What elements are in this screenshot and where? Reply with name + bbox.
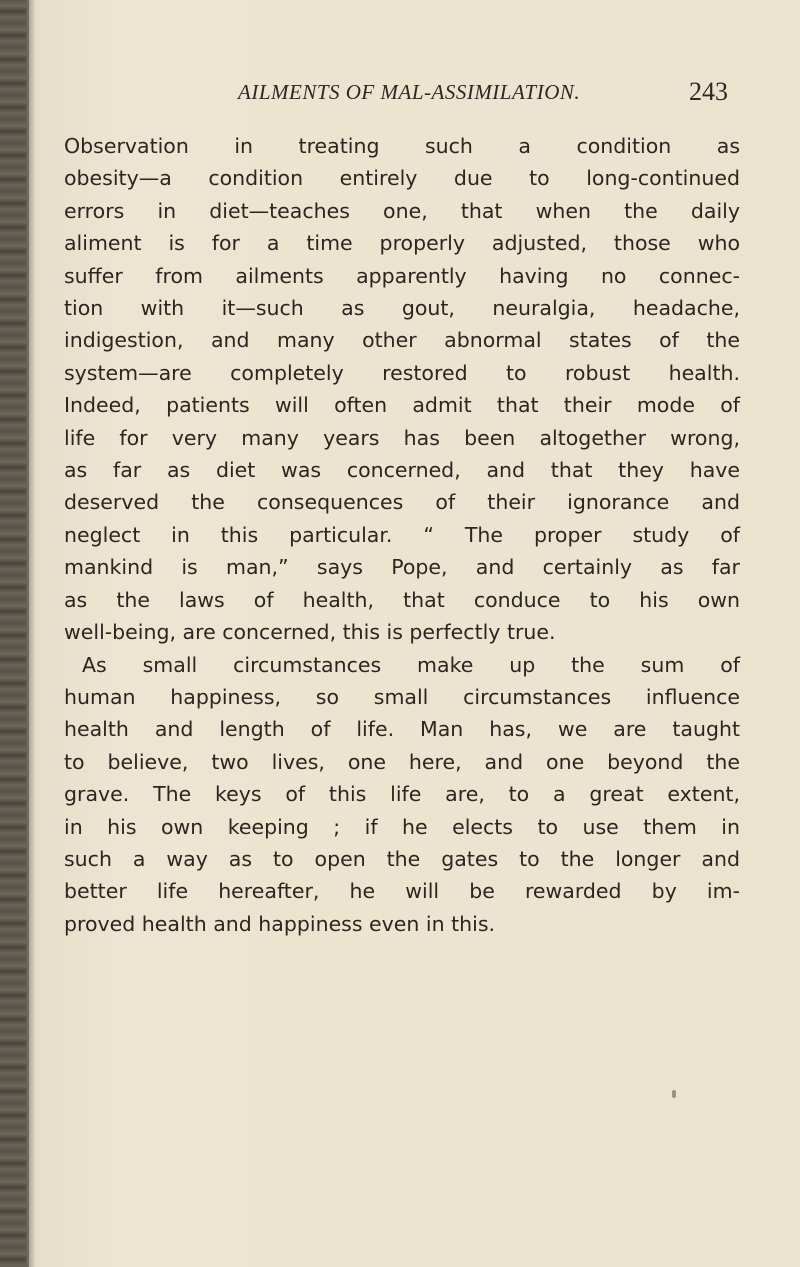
text-line: system—are completely restored to robust health. [64, 360, 740, 385]
page-number: 243 [689, 77, 728, 106]
book-spine-edge [0, 0, 29, 1267]
text-line: As small circumstances make up the sum of [82, 652, 740, 677]
paragraph-2 [64, 649, 740, 941]
text-line: well-being, are concerned, this is perfectly true. [64, 620, 556, 645]
text-line: Observation in treating such a condition as [64, 134, 740, 158]
text-line: errors in diet—teaches one, that when the daily [64, 198, 740, 223]
text-line: human happiness, so small circumstances influence [64, 684, 740, 709]
paragraph-1 [64, 130, 740, 649]
text-line: Indeed, patients will often admit that their mode of [64, 393, 740, 418]
text-line: suffer from ailments apparently having no connec- [64, 263, 740, 288]
text-line: neglect in this particular. “ The proper study of [64, 522, 740, 547]
text-line: proved health and happiness even in this. [64, 911, 496, 936]
text-line: to believe, two lives, one here, and one beyond the [64, 749, 740, 774]
text-line: indigestion, and many other abnormal states of the [64, 328, 740, 353]
text-line: grave. The keys of this life are, to a great extent, [64, 782, 740, 807]
running-title: AILMENTS OF MAL-ASSIMILATION. [238, 80, 581, 104]
text-line: in his own keeping ; if he elects to use them in [64, 814, 740, 839]
text-line: mankind is man,” says Pope, and certainly as far [64, 555, 740, 580]
running-head [238, 77, 738, 120]
text-line: tion with it—such as gout, neuralgia, headache, [64, 296, 740, 321]
paper-blemish [672, 1090, 676, 1098]
text-line: obesity—a condition entirely due to long-continued [64, 166, 740, 191]
text-line: aliment is for a time properly adjusted, those who [64, 231, 740, 256]
text-line: health and length of life. Man has, we are taught [64, 717, 740, 742]
text-line: such a way as to open the gates to the longer and [64, 846, 740, 871]
body-text [64, 130, 740, 940]
text-line: deserved the consequences of their ignorance and [64, 490, 740, 515]
text-line: better life hereafter, he will be rewarded by im- [64, 879, 740, 904]
text-line: as the laws of health, that conduce to his own [64, 587, 740, 612]
text-line: as far as diet was concerned, and that they have [64, 458, 740, 483]
text-line: life for very many years has been altogether wrong, [64, 425, 740, 450]
